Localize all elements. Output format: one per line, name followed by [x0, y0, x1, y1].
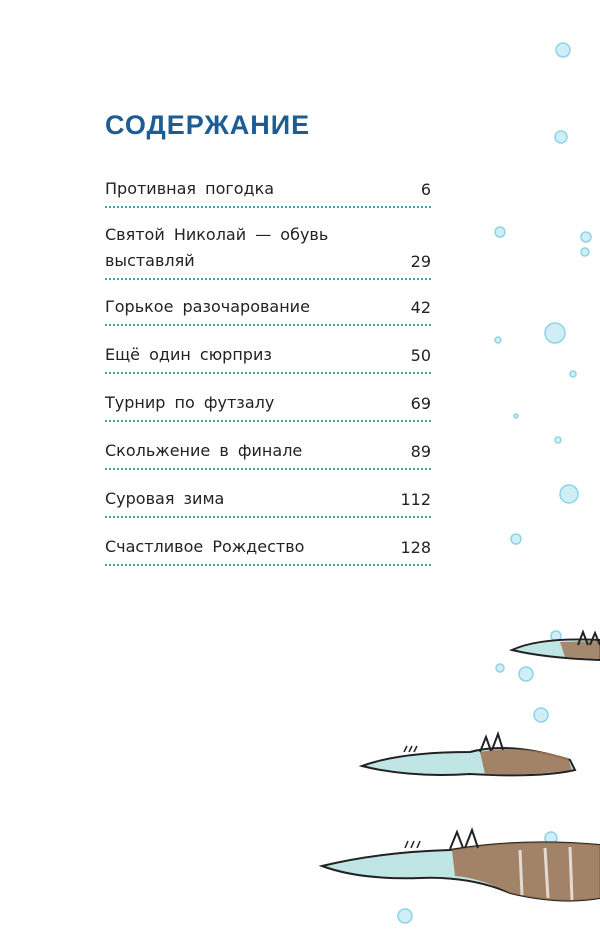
toc-entry-page: 89 — [410, 442, 431, 461]
toc-entry-page: 50 — [410, 346, 431, 365]
toc-entry-page: 29 — [410, 252, 431, 271]
bubble — [545, 832, 557, 844]
bubble — [519, 667, 533, 681]
toc-entry — [105, 176, 431, 208]
toc-entry-title: Скольжение в финале — [105, 441, 303, 460]
toc-entry-title: Святой Николай — обувь выставляй — [105, 225, 329, 270]
toc-entry — [105, 390, 431, 422]
bubble — [545, 323, 565, 343]
toc-entry-title: Ещё один сюрприз — [105, 345, 272, 364]
bubble — [495, 227, 505, 237]
toc-entry — [105, 486, 431, 518]
bubble — [514, 414, 518, 418]
toc-entry-page: 112 — [400, 490, 431, 509]
toc-entry-page: 42 — [410, 298, 431, 317]
table-of-contents — [105, 170, 431, 566]
bubble — [555, 131, 567, 143]
toc-entry-page: 6 — [420, 180, 431, 199]
bubble — [560, 485, 578, 503]
ice-slide-bottom — [322, 830, 600, 901]
bubble — [496, 664, 504, 672]
bubble — [442, 867, 448, 873]
toc-entry-page: 128 — [400, 538, 431, 557]
bubble — [534, 708, 548, 722]
toc-entry — [105, 534, 431, 566]
bubble — [581, 232, 591, 242]
toc-heading: СОДЕРЖАНИЕ — [105, 110, 311, 140]
toc-entry — [105, 222, 431, 280]
bubble — [555, 437, 561, 443]
bubble — [398, 909, 412, 923]
toc-entry — [105, 294, 431, 326]
toc-entry-title: Противная погодка — [105, 179, 275, 198]
toc-entry — [105, 342, 431, 374]
ice-slide-middle — [362, 734, 575, 775]
bubble — [556, 43, 570, 57]
ice-slide-top — [512, 632, 600, 660]
toc-entry-title: Турнир по футзалу — [105, 393, 275, 412]
bubble — [551, 631, 561, 641]
toc-entry-title: Суровая зима — [105, 489, 225, 508]
toc-entry-page: 69 — [410, 394, 431, 413]
bubble — [570, 371, 576, 377]
bubble — [511, 534, 521, 544]
toc-entry-title: Счастливое Рождество — [105, 537, 305, 556]
toc-entry — [105, 438, 431, 470]
bubble — [581, 248, 589, 256]
toc-entry-title: Горькое разочарование — [105, 297, 310, 316]
bubble — [495, 337, 501, 343]
